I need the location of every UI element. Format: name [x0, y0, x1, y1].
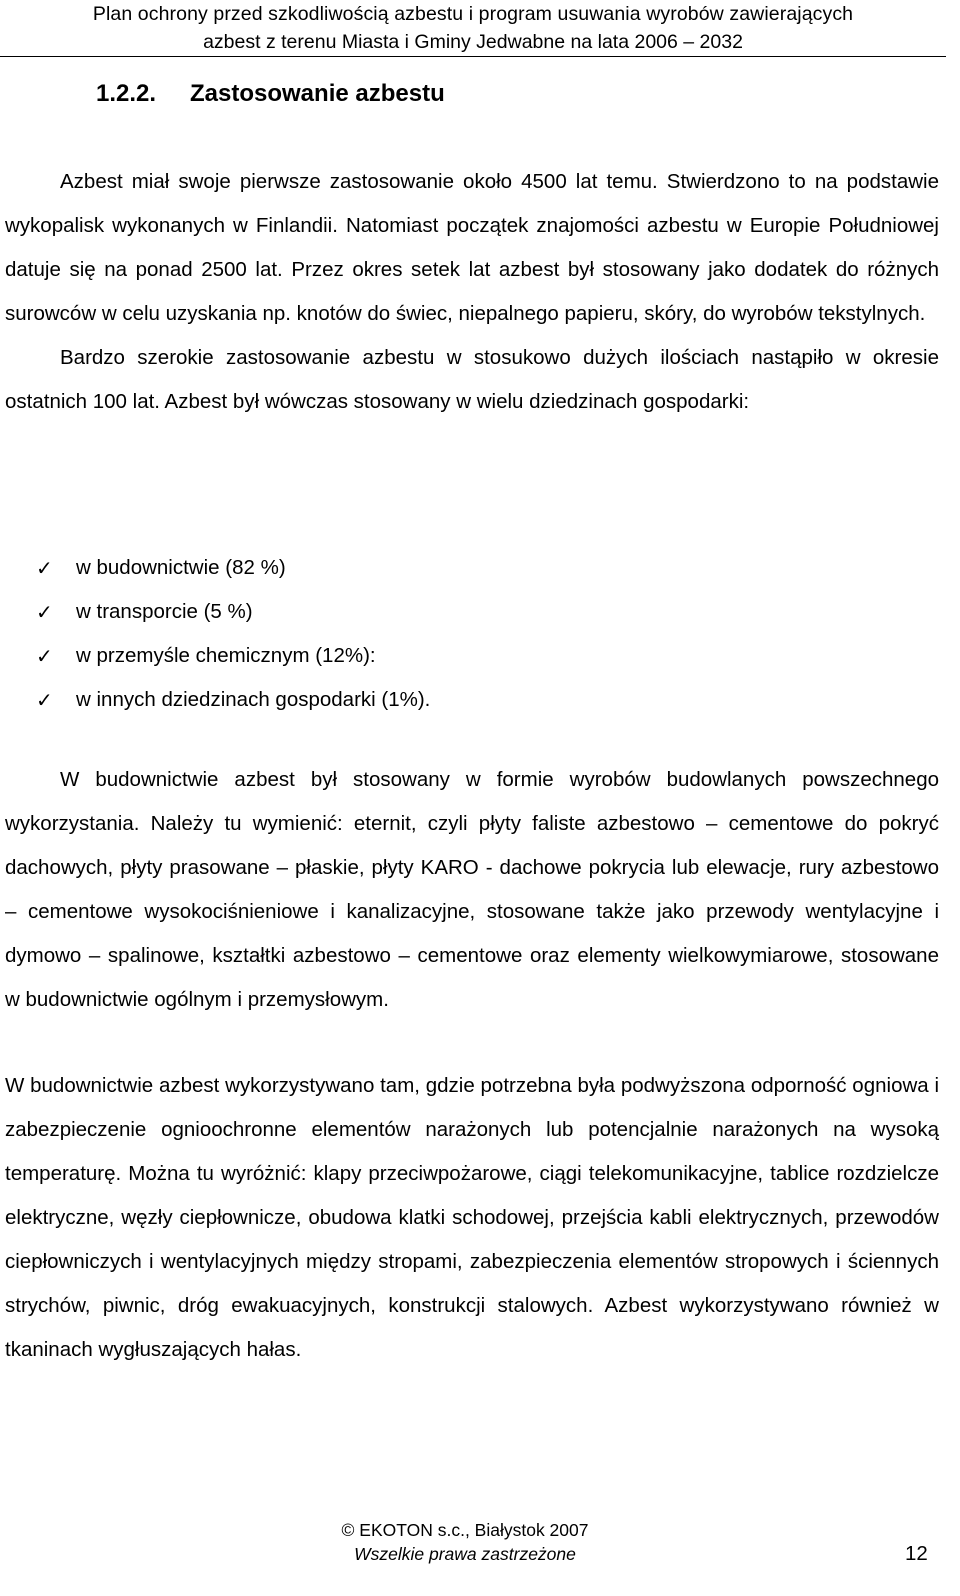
- paragraph-history: Azbest miał swoje pierwsze zastosowanie około 4500 lat temu. Stwierdzono to na podstawie wykopalisk wykonanych w Finlandii. Natomiast początek znajomości azbestu w Europie Południowej datuje się na ponad 2500 lat. Przez okres setek lat azbest był stosowany jako dodatek do różnych surowców w celu uzyskania np. knotów do świec, niepalnego papieru, skóry, do wyrobów tekstylnych.: [5, 170, 939, 325]
- paragraph-fire-protection: W budownictwie azbest wykorzystywano tam, gdzie potrzebna była podwyższona odporność ogniowa i zabezpieczenie ognioochronne elementów narażonych lub potencjalnie narażonych na wysoką temperaturę. Można tu wyróżnić: klapy przeciwpożarowe, ciągi telekomunikacyjne, tablice rozdzielcze elektryczne, węzły ciepłownicze, obudowa klatki schodowej, przejścia kabli elektrycznych, przewodów ciepłowniczych i wentylacyjnych między stropami, zabezpieczenia elementów stropowych i ściennych strychów, piwnic, dróg ewakuacyjnych, konstrukcji stalowych. Azbest wykorzystywano również w tkaninach wygłuszających hałas.: [5, 1074, 939, 1361]
- footer-credits: [320, 1518, 610, 1566]
- footer-rights: Wszelkie prawa zastrzeżone: [354, 1544, 576, 1564]
- paragraph-construction-products: W budownictwie azbest był stosowany w formie wyrobów budowlanych powszechnego wykorzystania. Należy tu wymienić: eternit, czyli płyty faliste azbestowo – cementowe do pokryć dachowych, płyty prasowane – płaskie, płyty KARO - dachowe pokrycia lub elewacje, rury azbestowo – cementowe wysokociśnieniowe i kanalizacyjne, stosowane także jako przewody wentylacyjne i dymowo – spalinowe, kształtki azbestowo – cementowe oraz elementy wielkowymiarowe, stosowane w budownictwie ogólnym i przemysłowym.: [5, 768, 939, 1011]
- header-line-2: azbest z terenu Miasta i Gminy Jedwabne na lata 2006 – 2032: [203, 31, 743, 53]
- usage-list: [36, 546, 430, 722]
- list-item: ✓ w przemyśle chemicznym (12%):: [36, 634, 430, 678]
- list-item: ✓ w transporcie (5 %): [36, 590, 430, 634]
- construction-block: [5, 758, 939, 1022]
- checkmark-icon: ✓: [36, 644, 53, 668]
- section-heading: [96, 78, 445, 110]
- checkmark-icon: ✓: [36, 556, 53, 580]
- list-item: ✓ w budownictwie (82 %): [36, 546, 430, 590]
- page-number: 12: [905, 1542, 928, 1565]
- list-item: ✓ w innych dziedzinach gospodarki (1%).: [36, 678, 430, 722]
- running-header: [0, 0, 946, 57]
- intro-block: [5, 160, 939, 424]
- section-number: 1.2.2.: [96, 80, 157, 107]
- checkmark-icon: ✓: [36, 600, 53, 624]
- header-line-1: Plan ochrony przed szkodliwością azbestu i program usuwania wyrobów zawierających: [92, 3, 854, 25]
- paragraph-modern-use: Bardzo szerokie zastosowanie azbestu w stosukowo dużych ilościach nastąpiło w okresie ostatnich 100 lat. Azbest był wówczas stosowany w wielu dziedzinach gospodarki:: [5, 346, 939, 413]
- section-title: Zastosowanie azbestu: [190, 80, 445, 107]
- fire-protection-block: [5, 1064, 939, 1372]
- checkmark-icon: ✓: [36, 688, 53, 712]
- footer-copyright: © EKOTON s.c., Białystok 2007: [341, 1520, 589, 1540]
